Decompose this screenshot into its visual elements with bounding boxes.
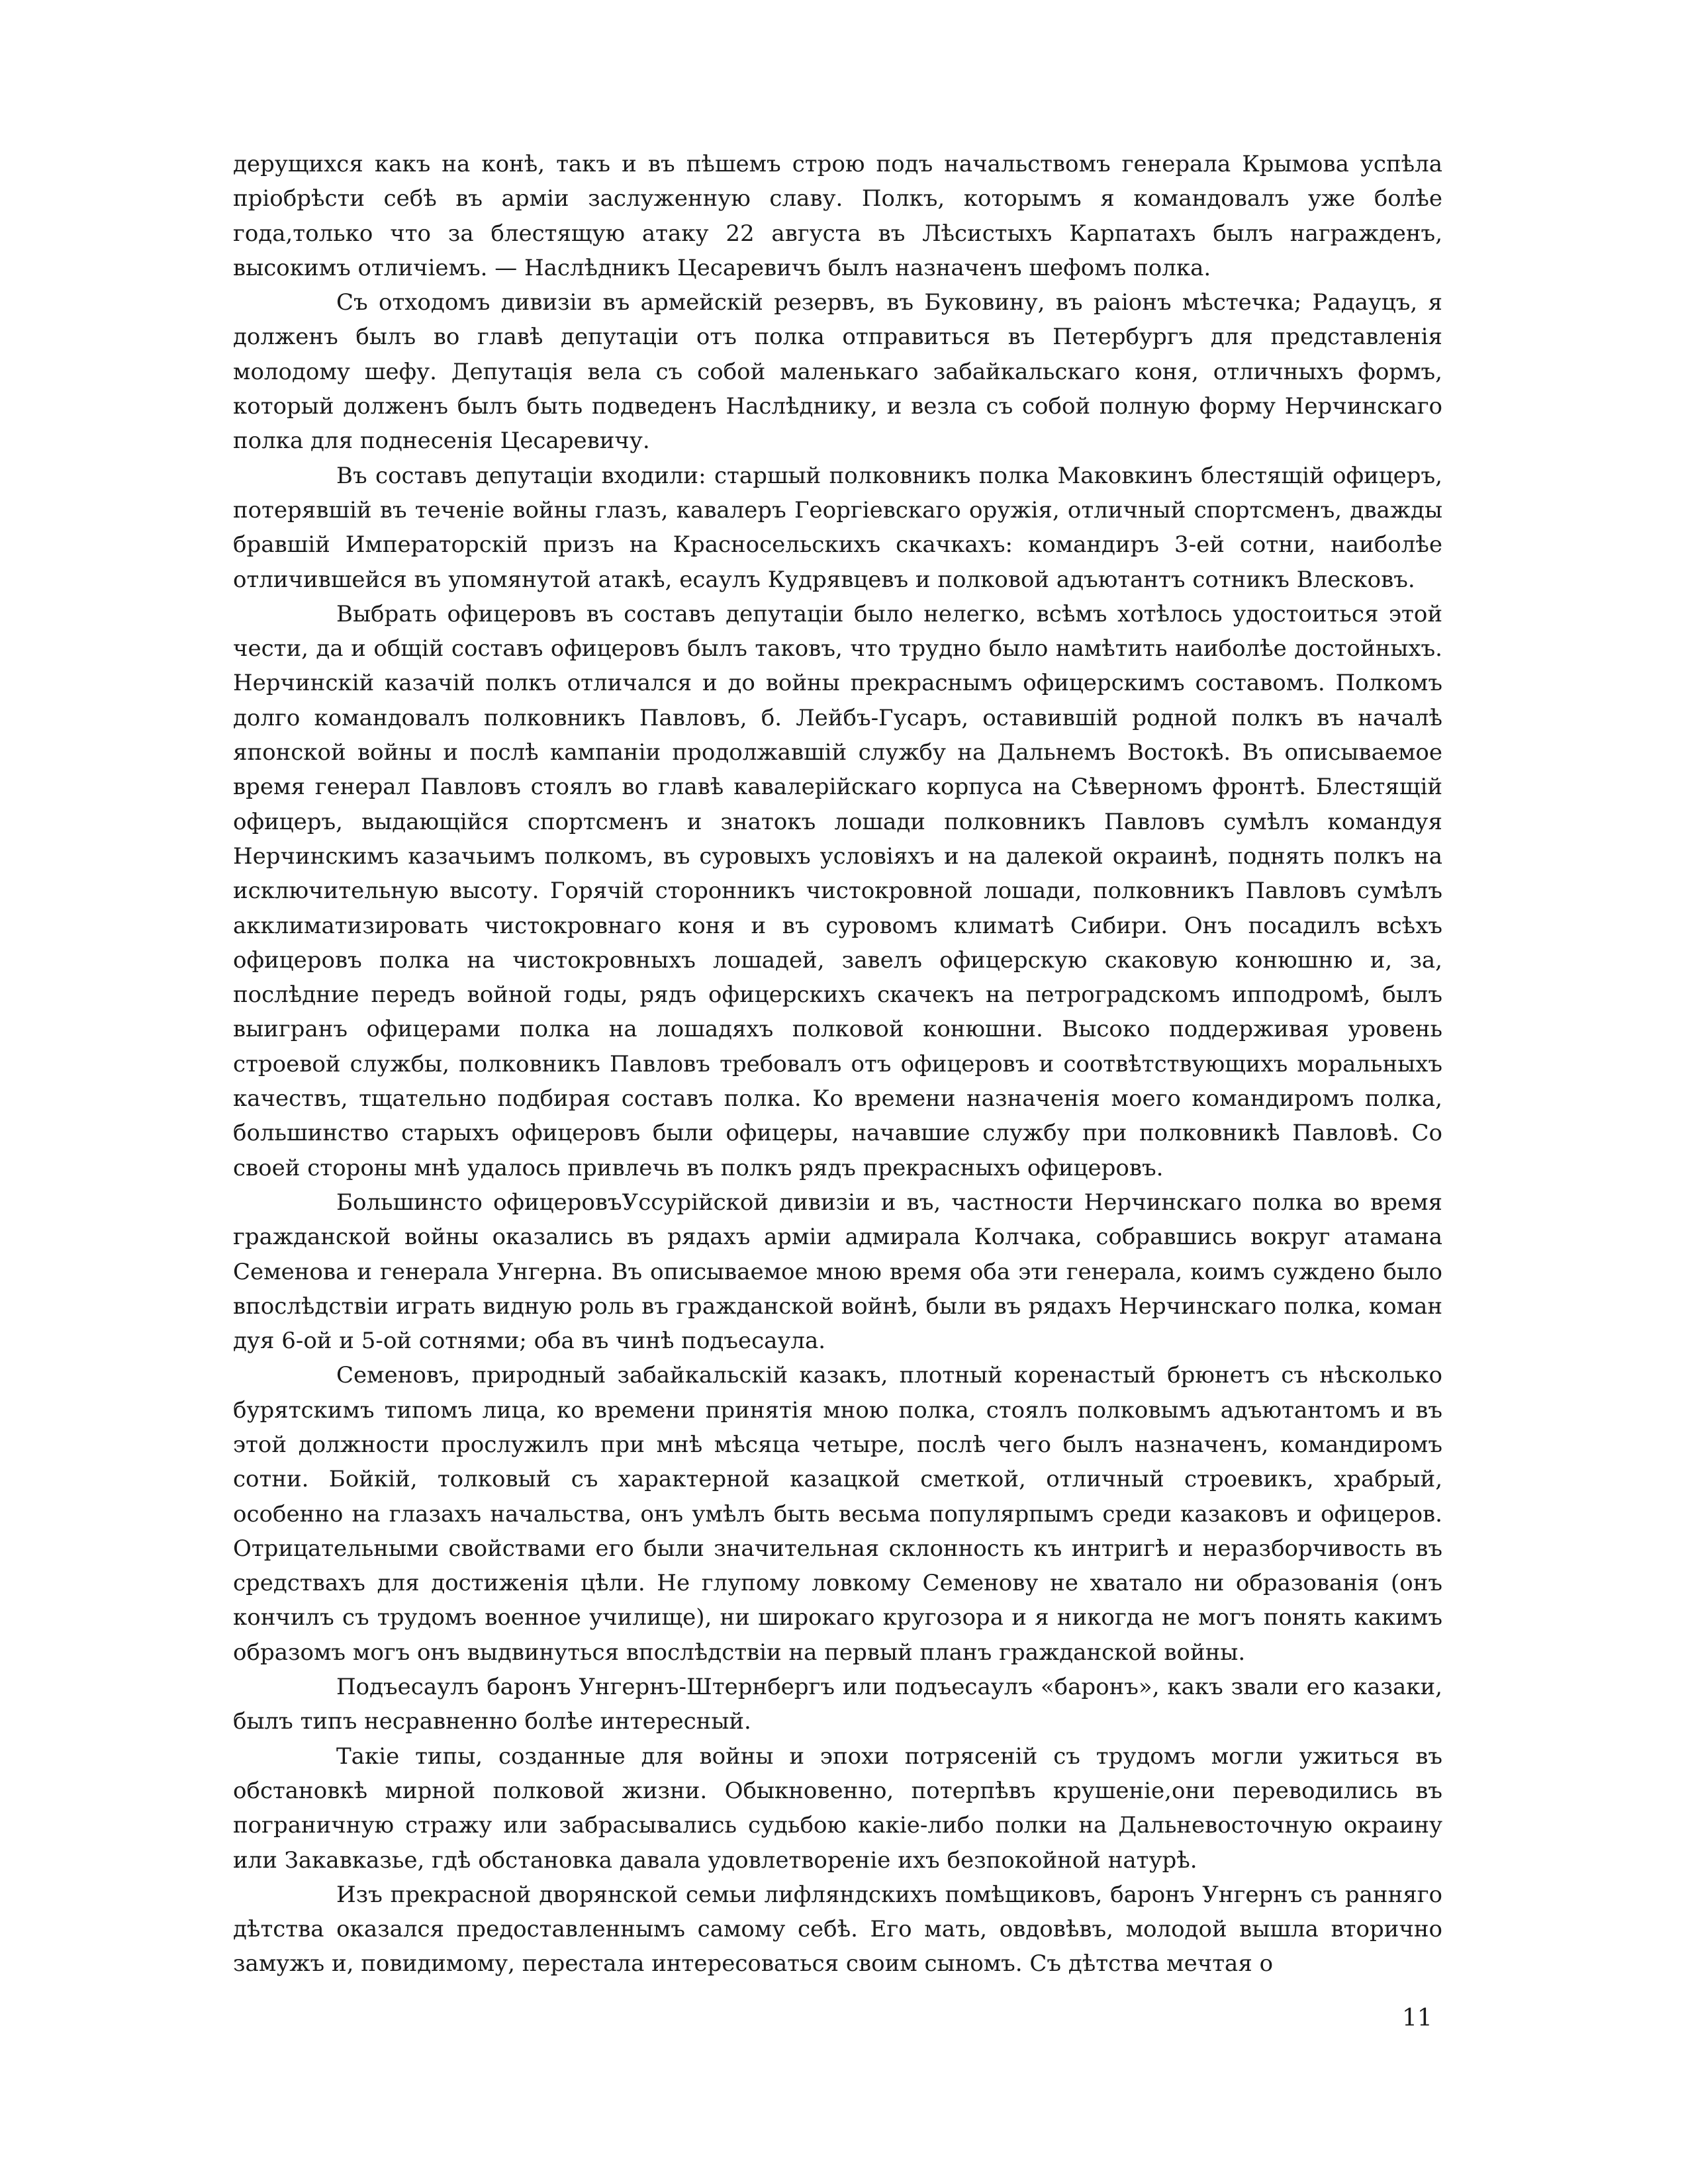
paragraph-4: Выбрать офицеровъ въ составъ депутаціи было нелегко, всѣмъ хотѣлось удостоиться этой чести, да и общій составъ офицеровъ былъ таковъ, что трудно было намѣтить наиболѣе достойныхъ. Нерчинскій казачій полкъ отличался и до войны прекраснымъ офицерскимъ составомъ. Полкомъ долго командовалъ полковникъ Павловъ, б. Лейбъ-Гусаръ, оставившій родной полкъ въ началѣ японской войны и послѣ кампаніи продолжавшій службу на Дальнемъ Востокѣ. Въ описываемое время генерал Павловъ стоялъ во главѣ кавалерійскаго корпуса на Сѣверномъ фронтѣ. Блестящій офицеръ, выдающійся спортсменъ и знатокъ лошади полковникъ Павловъ сумѣлъ командуя Нерчинскимъ казачьимъ полкомъ, въ суровыхъ условіяхъ и на далекой окраинѣ, поднять полкъ на исключительную высоту. Горячій сторонникъ чистокровной лошади, полковникъ Павловъ сумѣлъ акклиматизировать чистокровнаго коня и въ суровомъ климатѣ Сибири. Онъ посадилъ всѣхъ офицеровъ полка на чистокровныхъ лошадей, завелъ офицерскую скаковую конюшню и, за, послѣдние передъ войной годы, рядъ офицерскихъ скачекъ на петроградскомъ ипподромѣ, былъ выигранъ офицерами полка на лошадяхъ полковой конюшни. Высоко поддерживая уровень строевой службы, полковникъ Павловъ требовалъ отъ офицеровъ и соотвѣтствующихъ моральныхъ качествъ, тщательно подбирая составъ полка. Ко времени назначенія моего командиромъ полка, большинство старыхъ офицеровъ были офицеры, начавшие службу при полковникѣ Павловѣ. Со своей стороны мнѣ удалось привлечь въ полкъ рядъ прекрасныхъ офицеровъ. <box>233 600 1442 1181</box>
paragraph-3: Въ составъ депутаціи входили: старшый полковникъ полка Маковкинъ блестящій офицеръ, потерявшій въ теченіе войны глазъ, кавалеръ Георгіевскаго оружія, отличный спортсменъ, дважды бравшій Императорскій призъ на Красносельскихъ скачкахъ: командиръ 3-ей сотни, наиболѣе отличившейся въ упомянутой атакѣ, есаулъ Кудрявцевъ и полковой адъютантъ сотникъ Влесковъ. <box>233 462 1442 593</box>
paragraph-7: Подъесаулъ баронъ Унгернъ-Штернбергъ или подъесаулъ «баронъ», какъ звали его казаки, былъ типъ несравненно болѣе интересный. <box>233 1674 1442 1735</box>
paragraph-8: Такіе типы, созданные для войны и эпохи потрясеній съ трудомъ могли ужиться въ обстановкѣ мирной полковой жизни. Обыкновенно, потерпѣвъ крушеніе,они переводились въ пограничную стражу или забрасывались судьбою какіе-либо полки на Дальневосточную окраину или Закавказье, гдѣ обстановка давала удовлетвореніе ихъ безпокойной натурѣ. <box>233 1743 1442 1874</box>
paragraph-1: дерущихся какъ на конѣ, такъ и въ пѣшемъ строю подъ начальствомъ генерала Крымова успѣла пріобрѣсти себѣ въ арміи заслуженную славу. Полкъ, которымъ я командовалъ уже болѣе года,только что за блестящую атаку 22 августа въ Лѣсистыхъ Карпатахъ былъ награжденъ, высокимъ отличіемъ. — Наслѣдникъ Цесаревичъ былъ назначенъ шефомъ полка. <box>233 151 1442 281</box>
paragraph-5: Большинсто офицеровъУссурійской дивизіи и въ, частности Нерчинскаго полка во время гражданской войны оказались въ рядахъ арміи адмирала Колчака, собравшись вокруг атамана Семенова и генерала Унгерна. Въ описываемое мною время оба эти генерала, коимъ суждено было впослѣдствіи играть видную роль въ гражданской войнѣ, были въ рядахъ Нерчинскаго полка, коман дуя 6-ой и 5-ой сотнями; оба въ чинѣ подъесаула. <box>233 1189 1442 1355</box>
page-number: 11 <box>1402 2005 1432 2032</box>
paragraph-6: Семеновъ, природный забайкальскій казакъ, плотный коренастый брюнетъ съ нѣсколько бурятскимъ типомъ лица, ко времени принятія мною полка, стоялъ полковымъ адъютантомъ и въ этой должности прослужилъ при мнѣ мѣсяца четыре, послѣ чего былъ назначенъ, командиромъ сотни. Бойкій, толковый съ характерной казацкой сметкой, отличный строевикъ, храбрый, особенно на глазахъ начальства, онъ умѣлъ быть весьма популярпымъ среди казаковъ и офицеров. Отрицательными свойствами его были значительная склонность къ интригѣ и неразборчивость въ средствахъ для достиженія цѣли. Не глупому ловкому Семенову не хватало ни образованія (онъ кончилъ съ трудомъ военное училище), ни широкаго кругозора и я никогда не могъ понять какимъ образомъ могъ онъ выдвинуться впослѣдствіи на первый планъ гражданской войны. <box>233 1362 1442 1666</box>
paragraph-9: Изъ прекрасной дворянской семьи лифляндскихъ помѣщиковъ, баронъ Унгернъ съ ранняго дѣтства оказался предоставленнымъ самому себѣ. Его мать, овдовѣвъ, молодой вышла вторично замужъ и, повидимому, перестала интересоваться своим сыномъ. Съ дѣтства мечтая о <box>233 1881 1442 1978</box>
paragraph-2: Съ отходомъ дивизіи въ армейскій резервъ, въ Буковину, въ раіонъ мѣстечка; Радауцъ, я долженъ былъ во главѣ депутаціи отъ полка отправиться въ Петербургъ для представленія молодому шефу. Депутація вела съ собой маленькаго забайкальскаго коня, отличныхъ формъ, который долженъ былъ быть подведенъ Наслѣднику, и везла съ собой полную форму Нерчинскаго полка для поднесенія Цесаревичу. <box>233 289 1442 455</box>
body-text <box>233 147 1442 1981</box>
